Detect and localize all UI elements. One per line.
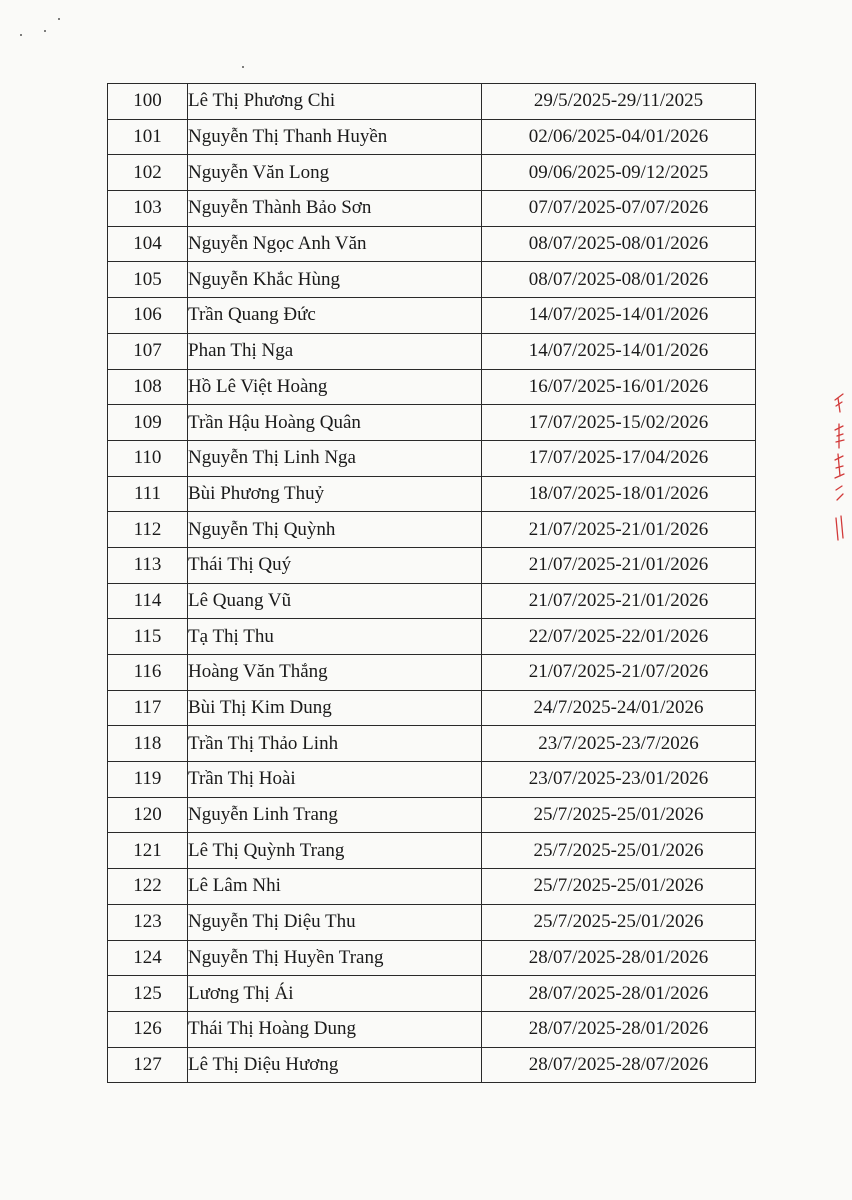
name-cell: Phan Thị Nga: [188, 333, 482, 369]
table-row: [108, 1011, 756, 1047]
row-number-cell: 107: [108, 333, 188, 369]
name-cell: Nguyễn Thành Bảo Sơn: [188, 191, 482, 227]
name-cell: Trần Thị Thảo Linh: [188, 726, 482, 762]
row-number-cell: 122: [108, 869, 188, 905]
table-row: [108, 726, 756, 762]
table-row: [108, 1047, 756, 1083]
row-number-cell: 103: [108, 191, 188, 227]
row-number-cell: 124: [108, 940, 188, 976]
roster-table-body: [108, 84, 756, 1083]
row-number-cell: 102: [108, 155, 188, 191]
table-row: [108, 655, 756, 691]
row-number-cell: 120: [108, 797, 188, 833]
row-number-cell: 126: [108, 1011, 188, 1047]
row-number-cell: 106: [108, 298, 188, 334]
row-number-cell: 115: [108, 619, 188, 655]
name-cell: Hoàng Văn Thắng: [188, 655, 482, 691]
table-row: [108, 298, 756, 334]
period-cell: 24/7/2025-24/01/2026: [482, 690, 756, 726]
name-cell: Trần Quang Đức: [188, 298, 482, 334]
row-number-cell: 118: [108, 726, 188, 762]
table-row: [108, 976, 756, 1012]
name-cell: Lê Thị Phương Chi: [188, 84, 482, 120]
period-cell: 17/07/2025-17/04/2026: [482, 440, 756, 476]
period-cell: 14/07/2025-14/01/2026: [482, 298, 756, 334]
period-cell: 28/07/2025-28/01/2026: [482, 940, 756, 976]
table-row: [108, 940, 756, 976]
name-cell: Lê Lâm Nhi: [188, 869, 482, 905]
period-cell: 22/07/2025-22/01/2026: [482, 619, 756, 655]
table-row: [108, 583, 756, 619]
row-number-cell: 101: [108, 119, 188, 155]
name-cell: Nguyễn Thị Quỳnh: [188, 512, 482, 548]
table-row: [108, 547, 756, 583]
table-row: [108, 619, 756, 655]
table-row: [108, 155, 756, 191]
name-cell: Thái Thị Quý: [188, 547, 482, 583]
table-row: [108, 119, 756, 155]
period-cell: 16/07/2025-16/01/2026: [482, 369, 756, 405]
period-cell: 21/07/2025-21/01/2026: [482, 583, 756, 619]
period-cell: 25/7/2025-25/01/2026: [482, 797, 756, 833]
name-cell: Nguyễn Thị Huyền Trang: [188, 940, 482, 976]
table-row: [108, 833, 756, 869]
name-cell: Nguyễn Khắc Hùng: [188, 262, 482, 298]
row-number-cell: 127: [108, 1047, 188, 1083]
table-row: [108, 690, 756, 726]
row-number-cell: 113: [108, 547, 188, 583]
period-cell: 21/07/2025-21/07/2026: [482, 655, 756, 691]
table-row: [108, 869, 756, 905]
name-cell: Lê Thị Diệu Hương: [188, 1047, 482, 1083]
row-number-cell: 123: [108, 904, 188, 940]
period-cell: 17/07/2025-15/02/2026: [482, 405, 756, 441]
period-cell: 23/07/2025-23/01/2026: [482, 762, 756, 798]
table-row: [108, 762, 756, 798]
period-cell: 28/07/2025-28/01/2026: [482, 1011, 756, 1047]
table-row: [108, 512, 756, 548]
period-cell: 08/07/2025-08/01/2026: [482, 226, 756, 262]
period-cell: 23/7/2025-23/7/2026: [482, 726, 756, 762]
table-row: [108, 476, 756, 512]
table-row: [108, 405, 756, 441]
period-cell: 02/06/2025-04/01/2026: [482, 119, 756, 155]
period-cell: 09/06/2025-09/12/2025: [482, 155, 756, 191]
scan-speck: [58, 18, 60, 20]
row-number-cell: 105: [108, 262, 188, 298]
table-row: [108, 226, 756, 262]
name-cell: Bùi Thị Kim Dung: [188, 690, 482, 726]
name-cell: Hồ Lê Việt Hoàng: [188, 369, 482, 405]
period-cell: 25/7/2025-25/01/2026: [482, 869, 756, 905]
name-cell: Lê Thị Quỳnh Trang: [188, 833, 482, 869]
period-cell: 07/07/2025-07/07/2026: [482, 191, 756, 227]
name-cell: Lê Quang Vũ: [188, 583, 482, 619]
name-cell: Nguyễn Thị Linh Nga: [188, 440, 482, 476]
period-cell: 28/07/2025-28/07/2026: [482, 1047, 756, 1083]
period-cell: 28/07/2025-28/01/2026: [482, 976, 756, 1012]
name-cell: Nguyễn Linh Trang: [188, 797, 482, 833]
row-number-cell: 117: [108, 690, 188, 726]
row-number-cell: 116: [108, 655, 188, 691]
period-cell: 08/07/2025-08/01/2026: [482, 262, 756, 298]
red-handwritten-margin-mark-icon: [832, 390, 846, 550]
period-cell: 21/07/2025-21/01/2026: [482, 547, 756, 583]
table-row: [108, 904, 756, 940]
roster-table: [107, 83, 756, 1083]
table-row: [108, 440, 756, 476]
name-cell: Thái Thị Hoàng Dung: [188, 1011, 482, 1047]
period-cell: 25/7/2025-25/01/2026: [482, 904, 756, 940]
name-cell: Trần Hậu Hoàng Quân: [188, 405, 482, 441]
row-number-cell: 112: [108, 512, 188, 548]
name-cell: Tạ Thị Thu: [188, 619, 482, 655]
table-row: [108, 262, 756, 298]
scan-speck: [44, 30, 46, 32]
row-number-cell: 100: [108, 84, 188, 120]
period-cell: 18/07/2025-18/01/2026: [482, 476, 756, 512]
name-cell: Nguyễn Ngọc Anh Văn: [188, 226, 482, 262]
row-number-cell: 108: [108, 369, 188, 405]
table-row: [108, 797, 756, 833]
period-cell: 14/07/2025-14/01/2026: [482, 333, 756, 369]
row-number-cell: 121: [108, 833, 188, 869]
table-row: [108, 84, 756, 120]
name-cell: Lương Thị Ái: [188, 976, 482, 1012]
row-number-cell: 110: [108, 440, 188, 476]
scan-speck: [20, 34, 22, 36]
row-number-cell: 104: [108, 226, 188, 262]
table-row: [108, 191, 756, 227]
name-cell: Bùi Phương Thuỷ: [188, 476, 482, 512]
name-cell: Trần Thị Hoài: [188, 762, 482, 798]
name-cell: Nguyễn Thị Thanh Huyền: [188, 119, 482, 155]
name-cell: Nguyễn Văn Long: [188, 155, 482, 191]
row-number-cell: 114: [108, 583, 188, 619]
name-cell: Nguyễn Thị Diệu Thu: [188, 904, 482, 940]
scan-speck: [242, 66, 244, 68]
table-row: [108, 333, 756, 369]
period-cell: 25/7/2025-25/01/2026: [482, 833, 756, 869]
period-cell: 21/07/2025-21/01/2026: [482, 512, 756, 548]
row-number-cell: 119: [108, 762, 188, 798]
row-number-cell: 109: [108, 405, 188, 441]
period-cell: 29/5/2025-29/11/2025: [482, 84, 756, 120]
row-number-cell: 125: [108, 976, 188, 1012]
table-row: [108, 369, 756, 405]
row-number-cell: 111: [108, 476, 188, 512]
